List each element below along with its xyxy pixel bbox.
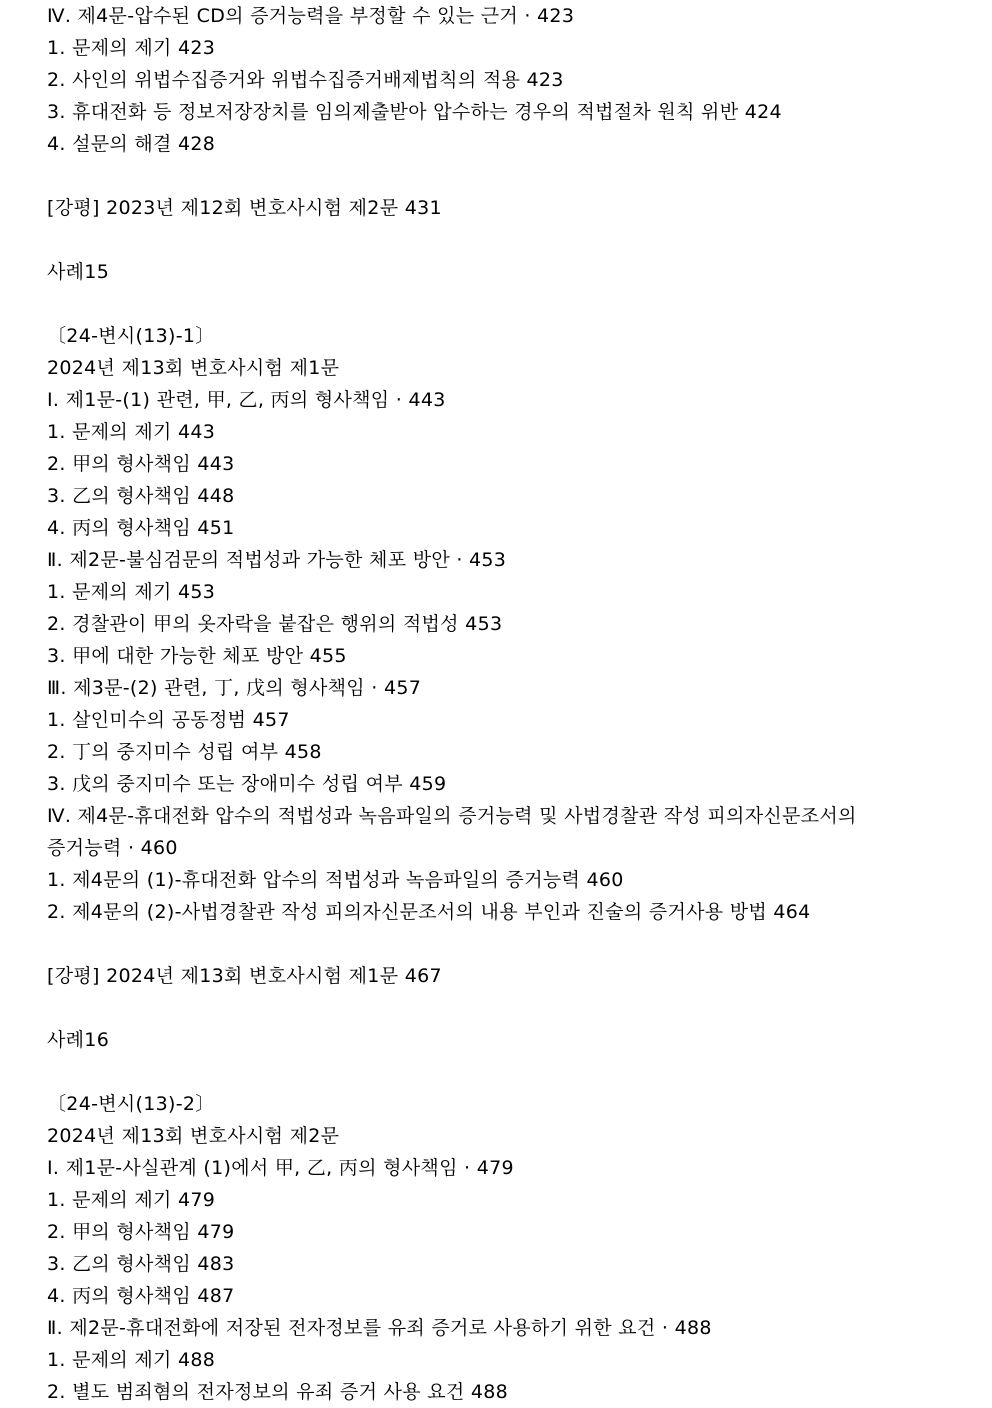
toc-entry: 1. 문제의 제기 453 bbox=[47, 581, 216, 603]
toc-entry: 4. 丙의 형사책임 451 bbox=[47, 517, 235, 539]
case-title: 사례15 bbox=[47, 261, 110, 283]
toc-entry: 1. 문제의 제기 488 bbox=[47, 1349, 216, 1371]
toc-entry: 4. 설문의 해결 428 bbox=[47, 133, 216, 155]
blank-line bbox=[47, 224, 992, 256]
toc-section-heading: Ⅰ. 제1문-사실관계 (1)에서 甲, 乙, 丙의 형사책임 ‧ 479 bbox=[47, 1157, 514, 1179]
blank-line bbox=[47, 928, 992, 960]
toc-entry: 1. 문제의 제기 443 bbox=[47, 421, 216, 443]
toc-entry: 3. 乙의 형사책임 448 bbox=[47, 485, 235, 507]
toc-entry: 1. 제4문의 (1)-휴대전화 압수의 적법성과 녹음파일의 증거능력 460 bbox=[47, 869, 624, 891]
toc-section-heading: Ⅱ. 제2문-불심검문의 적법성과 가능한 체포 방안 ‧ 453 bbox=[47, 549, 507, 571]
case-code: 〔24-변시(13)-2〕 bbox=[47, 1093, 215, 1115]
toc-entry: 2. 제4문의 (2)-사법경찰관 작성 피의자신문조서의 내용 부인과 진술의 증거사용 방법 464 bbox=[47, 901, 811, 923]
toc-section-heading: Ⅳ. 제4문-압수된 CD의 증거능력을 부정할 수 있는 근거 ‧ 423 bbox=[47, 5, 575, 27]
blank-line bbox=[47, 288, 992, 320]
toc-review-entry: [강평] 2024년 제13회 변호사시험 제1문 467 bbox=[47, 965, 442, 987]
blank-line bbox=[47, 160, 992, 192]
toc-entry: 2. 丁의 중지미수 성립 여부 458 bbox=[47, 741, 322, 763]
toc-entry: 2. 사인의 위법수집증거와 위법수집증거배제법칙의 적용 423 bbox=[47, 69, 564, 91]
toc-section-heading: Ⅰ. 제1문-(1) 관련, 甲, 乙, 丙의 형사책임 ‧ 443 bbox=[47, 389, 446, 411]
blank-line bbox=[47, 992, 992, 1024]
toc-entry: 1. 살인미수의 공동정범 457 bbox=[47, 709, 290, 731]
toc-entry: 1. 문제의 제기 479 bbox=[47, 1189, 216, 1211]
exam-title: 2024년 제13회 변호사시험 제1문 bbox=[47, 357, 340, 379]
toc-section-heading: Ⅲ. 제3문-(2) 관련, 丁, 戊의 형사책임 ‧ 457 bbox=[47, 677, 422, 699]
toc-section-heading: Ⅳ. 제4문-휴대전화 압수의 적법성과 녹음파일의 증거능력 및 사법경찰관 작성 피의자신문조서의 bbox=[47, 805, 857, 827]
toc-entry: 2. 甲의 형사책임 479 bbox=[47, 1221, 235, 1243]
toc-review-entry: [강평] 2023년 제12회 변호사시험 제2문 431 bbox=[47, 197, 442, 219]
case-code: 〔24-변시(13)-1〕 bbox=[47, 325, 215, 347]
toc-entry: 4. 丙의 형사책임 487 bbox=[47, 1285, 235, 1307]
toc-entry: 3. 戊의 중지미수 또는 장애미수 성립 여부 459 bbox=[47, 773, 447, 795]
case-title: 사례16 bbox=[47, 1029, 110, 1051]
toc-entry: 2. 별도 범죄혐의 전자정보의 유죄 증거 사용 요건 488 bbox=[47, 1381, 509, 1403]
toc-entry: 2. 경찰관이 甲의 옷자락을 붙잡은 행위의 적법성 453 bbox=[47, 613, 503, 635]
toc-entry: 3. 乙의 형사책임 483 bbox=[47, 1253, 235, 1275]
blank-line bbox=[47, 1056, 992, 1088]
exam-title: 2024년 제13회 변호사시험 제2문 bbox=[47, 1125, 340, 1147]
toc-section-heading-cont: 증거능력 ‧ 460 bbox=[47, 837, 178, 859]
toc-entry: 2. 甲의 형사책임 443 bbox=[47, 453, 235, 475]
toc-entry: 3. 甲에 대한 가능한 체포 방안 455 bbox=[47, 645, 347, 667]
toc-entry: 1. 문제의 제기 423 bbox=[47, 37, 216, 59]
toc-entry: 3. 휴대전화 등 정보저장장치를 임의제출받아 압수하는 경우의 적법절차 원칙 위반 424 bbox=[47, 101, 782, 123]
toc-section-heading: Ⅱ. 제2문-휴대전화에 저장된 전자정보를 유죄 증거로 사용하기 위한 요건 ‧ 488 bbox=[47, 1317, 712, 1339]
